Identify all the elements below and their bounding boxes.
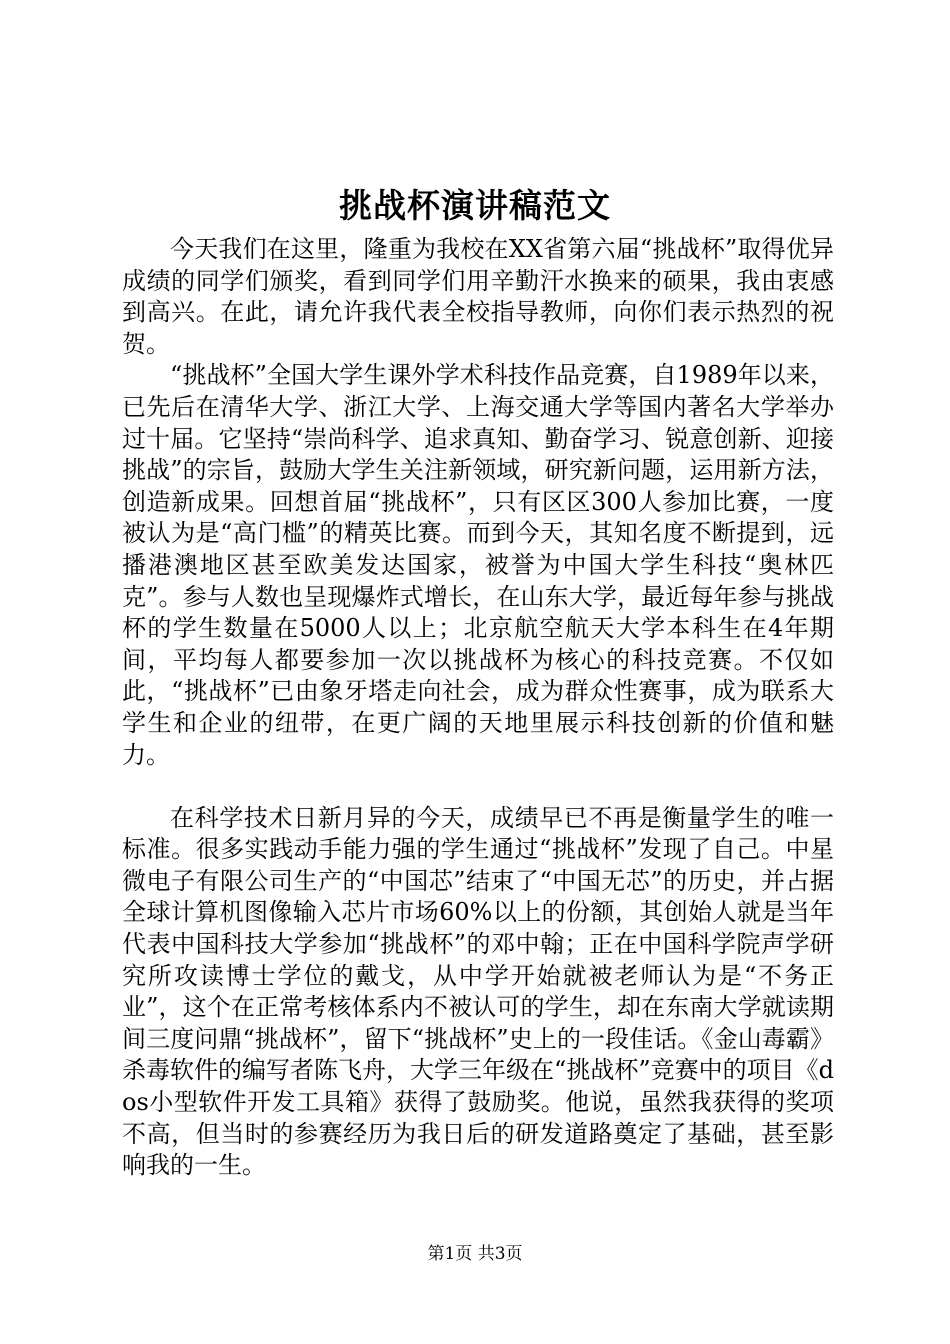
paragraph-2: “挑战杯”全国大学生课外学术科技作品竞赛，自1989年以来，已先后在清华大学、浙江大学、上海交通大学等国内著名大学举办过十届。它坚持“崇尚科学、追求真知、勤奋学习、锐意创新、迎接挑战”的宗旨，鼓励大学生关注新领域，研究新问题，运用新方法，创造新成果。回想首届“挑战杯”，只有区区300人参加比赛，一度被认为是“高门槛”的精英比赛。而到今天，其知名度不断提到，远播港澳地区甚至欧美发达国家，被誉为中国大学生科技“奥林匹克”。参与人数也呈现爆炸式增长，在山东大学，最近每年参与挑战杯的学生数量在5000人以上；北京航空航天大学本科生在4年期间，平均每人都要参加一次以挑战杯为核心的科技竞赛。不仅如此，“挑战杯”已由象牙塔走向社会，成为群众性赛事，成为联系大学生和企业的纽带，在更广阔的天地里展示科技创新的价值和魅力。 (122, 361, 834, 769)
paragraph-3: 在科学技术日新月异的今天，成绩早已不再是衡量学生的唯一标准。很多实践动手能力强的学生通过“挑战杯”发现了自己。中星微电子有限公司生产的“中国芯”结束了“中国无芯”的历史，并占据全球计算机图像输入芯片市场60%以上的份额，其创始人就是当年代表中国科技大学参加“挑战杯”的邓中翰；正在中国科学院声学研究所攻读博士学位的戴戈，从中学开始就被老师认为是“不务正业”，这个在正常考核体系内不被认可的学生，却在东南大学就读期间三度问鼎“挑战杯”，留下“挑战杯”史上的一段佳话。《金山毒霸》杀毒软件的编写者陈飞舟，大学三年级在“挑战杯”竞赛中的项目《dos小型软件开发工具箱》获得了鼓励奖。他说，虽然我获得的奖项不高，但当时的参赛经历为我日后的研发道路奠定了基础，甚至影响我的一生。 (122, 803, 834, 1180)
paragraph-1: 今天我们在这里，隆重为我校在XX省第六届“挑战杯”取得优异成绩的同学们颁奖，看到同学们用辛勤汗水换来的硕果，我由衷感到高兴。在此，请允许我代表全校指导教师，向你们表示热烈的祝贺。 (122, 235, 834, 358)
page-footer: 第1页 共3页 (427, 1244, 523, 1264)
document-title: 挑战杯演讲稿范文 (339, 186, 611, 225)
document-body (122, 234, 834, 1182)
